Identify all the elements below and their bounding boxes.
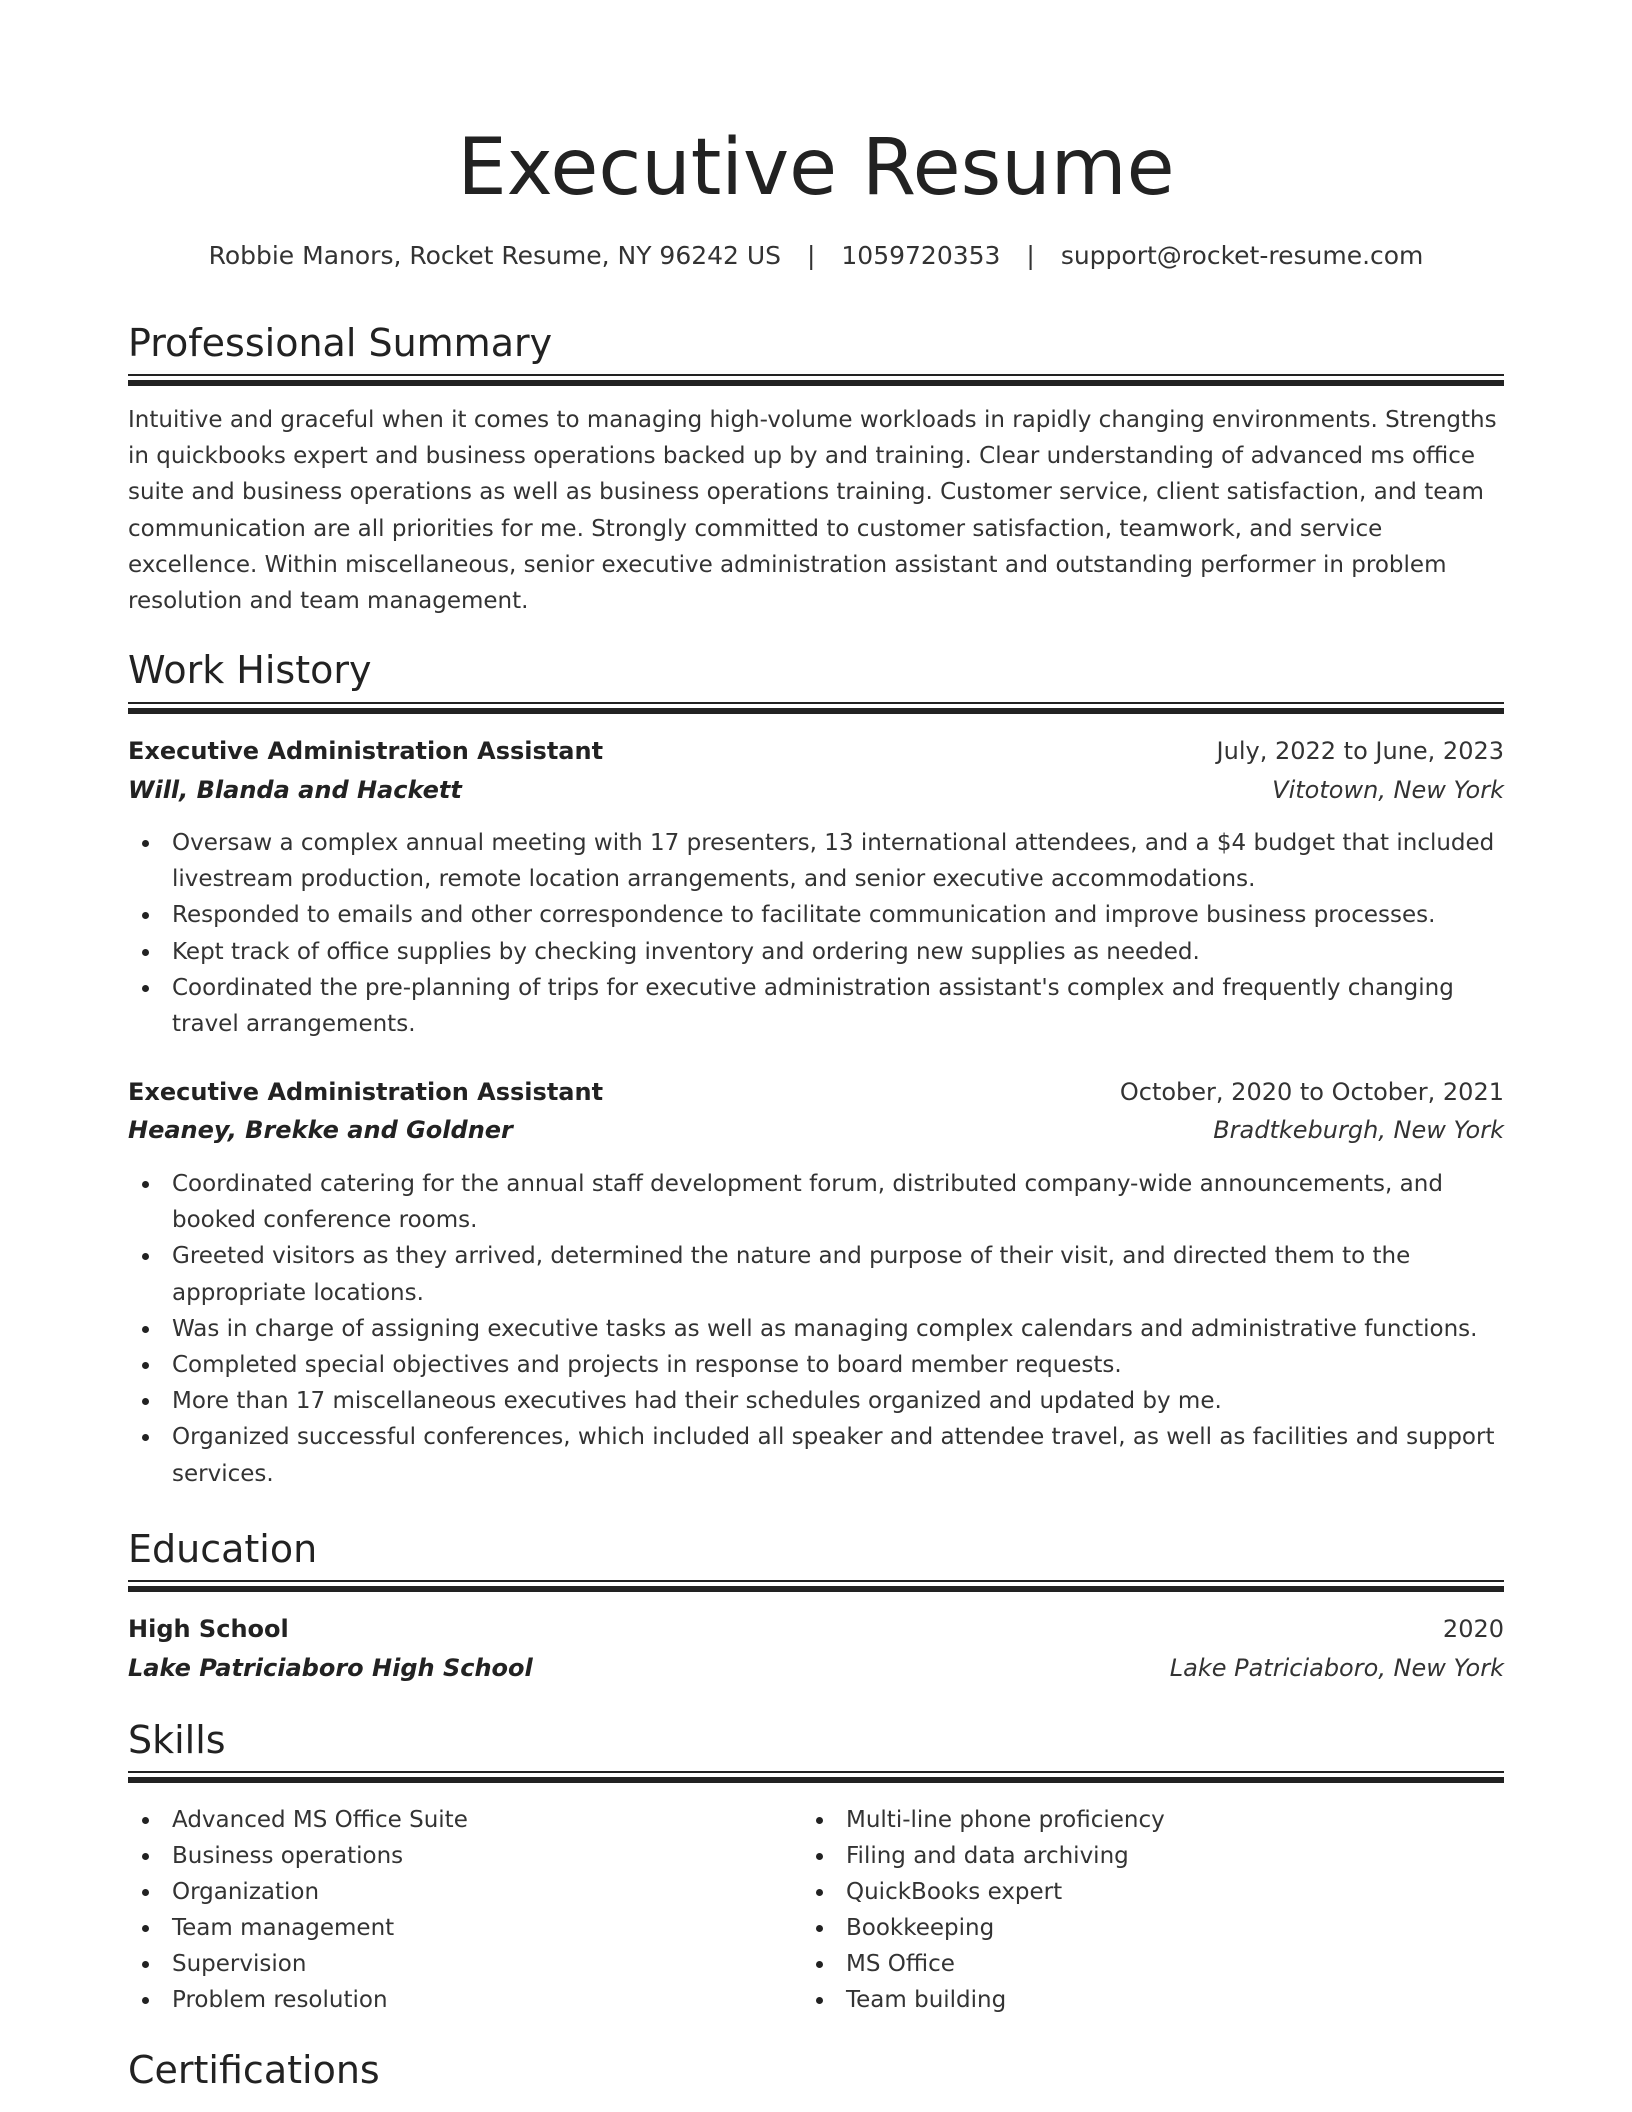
skill-item: Advanced MS Office Suite (128, 1802, 788, 1838)
skills-list-left (128, 1802, 788, 2018)
skill-item: QuickBooks expert (802, 1874, 1504, 1910)
contact-phone: 1059720353 (841, 241, 1001, 270)
contact-line (0, 238, 1632, 274)
skill-item: Filing and data archiving (802, 1838, 1504, 1874)
section-title-certifications: Certifications (128, 2048, 380, 2092)
job-company: Will, Blanda and Hackett (128, 776, 462, 804)
job-company-row (128, 1112, 1504, 1148)
section-title-work: Work History (128, 648, 372, 692)
section-title-summary: Professional Summary (128, 321, 553, 365)
job-dates: July, 2022 to June, 2023 (1216, 737, 1504, 765)
section-title-skills: Skills (128, 1718, 226, 1762)
list-item: Coordinated catering for the annual staff development forum, distributed company-wide announcements, and booked conference rooms. (128, 1166, 1504, 1238)
skill-item: Organization (128, 1874, 788, 1910)
skill-item: Team management (128, 1910, 788, 1946)
skill-item: Bookkeeping (802, 1910, 1504, 1946)
job-location: Vitotown, New York (1272, 776, 1504, 804)
skill-item: Multi-line phone proficiency (802, 1802, 1504, 1838)
skill-item: Problem resolution (128, 1982, 788, 2018)
section-divider (128, 374, 1504, 386)
job-bullets (128, 825, 1504, 1042)
job-position: Executive Administration Assistant (128, 1078, 604, 1106)
job-dates: October, 2020 to October, 2021 (1119, 1078, 1504, 1106)
skill-item: Team building (802, 1982, 1504, 2018)
section-divider (128, 1771, 1504, 1783)
education-degree: High School (128, 1615, 289, 1643)
resume-title: Executive Resume (457, 123, 1175, 213)
education-school: Lake Patriciaboro High School (128, 1654, 533, 1682)
job-title-row (128, 733, 1504, 769)
skill-item: Supervision (128, 1946, 788, 1982)
job-company: Heaney, Brekke and Goldner (128, 1116, 513, 1144)
list-item: Was in charge of assigning executive tasks as well as managing complex calendars and administrative functions. (128, 1311, 1504, 1347)
skills-list-right (802, 1802, 1504, 2018)
job-position: Executive Administration Assistant (128, 737, 604, 765)
contact-email: support@rocket-resume.com (1060, 241, 1424, 270)
job-company-row (128, 772, 1504, 808)
section-divider (128, 702, 1504, 714)
section-title-education: Education (128, 1527, 318, 1571)
list-item: Organized successful conferences, which included all speaker and attendee travel, as well as facilities and support services. (128, 1419, 1504, 1491)
job-location: Bradtkeburgh, New York (1213, 1116, 1504, 1144)
skill-item: Business operations (128, 1838, 788, 1874)
list-item: More than 17 miscellaneous executives had their schedules organized and updated by me. (128, 1383, 1504, 1419)
job-bullets (128, 1166, 1504, 1492)
education-location: Lake Patriciaboro, New York (1169, 1654, 1504, 1682)
education-title-row (128, 1611, 1504, 1647)
list-item: Coordinated the pre-planning of trips for executive administration assistant's complex and frequently changing travel arrangements. (128, 970, 1504, 1042)
section-divider (128, 1580, 1504, 1592)
list-item: Responded to emails and other correspondence to facilitate communication and improve business processes. (128, 897, 1504, 933)
list-item: Kept track of office supplies by checking inventory and ordering new supplies as needed. (128, 934, 1504, 970)
contact-separator: | (1026, 241, 1035, 270)
education-school-row (128, 1650, 1504, 1686)
list-item: Greeted visitors as they arrived, determined the nature and purpose of their visit, and directed them to the appropriate locations. (128, 1238, 1504, 1310)
contact-address: Robbie Manors, Rocket Resume, NY 96242 US (208, 241, 782, 270)
job-title-row (128, 1074, 1504, 1110)
list-item: Oversaw a complex annual meeting with 17 presenters, 13 international attendees, and a $4 budget that included livestream production, remote location arrangements, and senior executive accommodations. (128, 825, 1504, 897)
education-year: 2020 (1442, 1615, 1504, 1643)
list-item: Completed special objectives and projects in response to board member requests. (128, 1347, 1504, 1383)
contact-separator: | (807, 241, 816, 270)
summary-text: Intuitive and graceful when it comes to managing high-volume workloads in rapidly changing environments. Strengths in quickbooks expert and business operations backed up by and training. Clear understanding of advanced ms office suite and business operations as well as business operations training. Customer service, client satisfaction, and team communication are all priorities for me. Strongly committed to customer satisfaction, teamwork, and service excellence. Within miscellaneous, senior executive administration assistant and outstanding performer in problem resolution and team management. (128, 407, 1497, 615)
skill-item: MS Office (802, 1946, 1504, 1982)
